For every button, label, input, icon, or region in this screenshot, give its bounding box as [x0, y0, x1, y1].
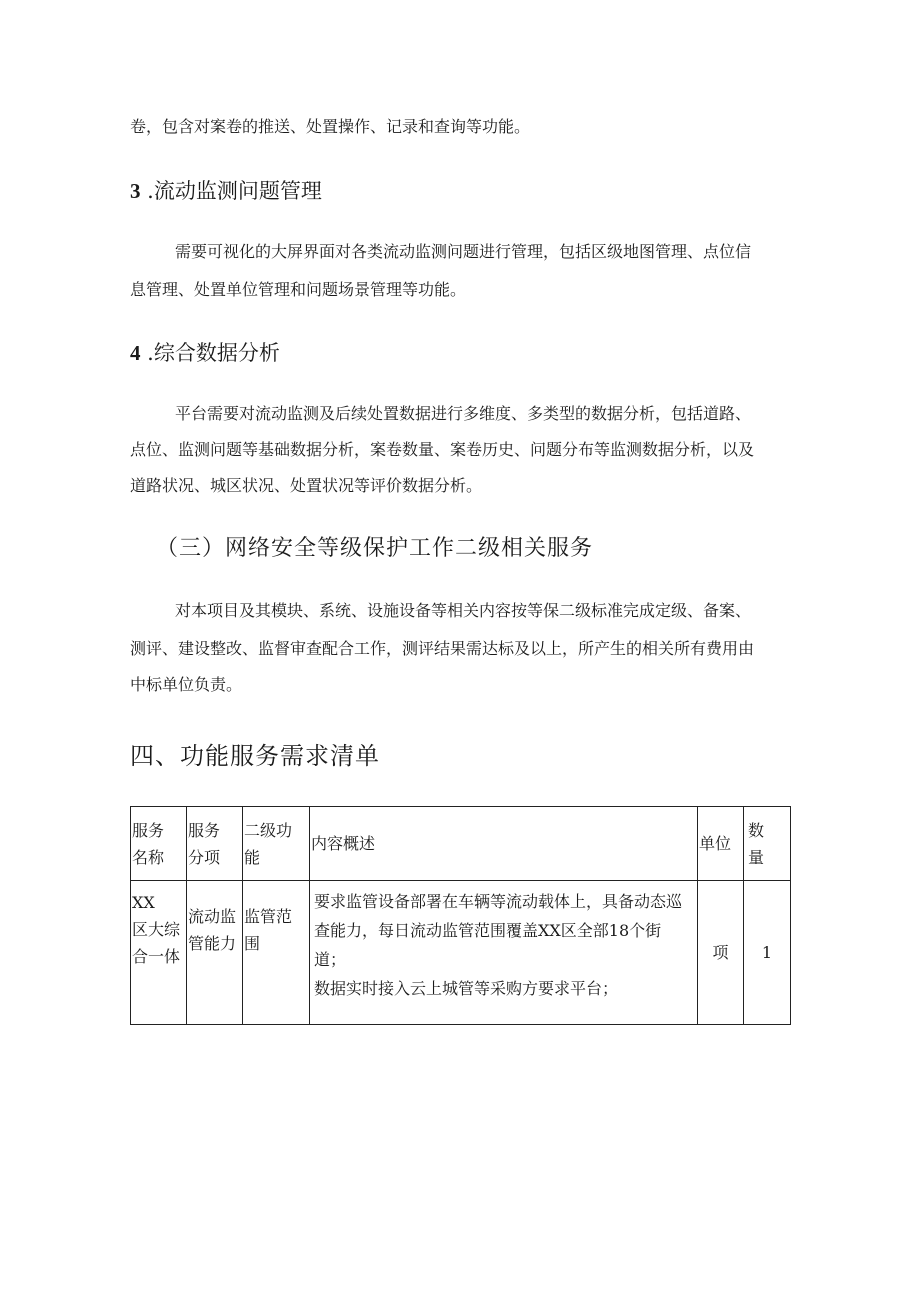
- heading-number: 3: [130, 179, 141, 203]
- heading-title: .综合数据分析: [140, 341, 280, 365]
- cell-line: 合一体: [132, 947, 181, 966]
- paragraph-line: 平台需要对流动监测及后续处置数据进行多维度、多类型的数据分析，包括道路、: [175, 404, 752, 423]
- cell-line: 要求监管设备部署在车辆等流动载体上，具备动态巡: [314, 892, 683, 911]
- section-heading-si: 四、功能服务需求清单: [130, 742, 380, 770]
- heading-title: .流动监测问题管理: [140, 179, 322, 203]
- header-line: 服务: [188, 820, 221, 840]
- header-qty: [744, 807, 791, 881]
- cell-line: 查能力，每日流动监管范围覆盖XX区全部18个街道；: [314, 921, 662, 969]
- cell-service-item: [187, 881, 243, 1025]
- header-line: 数: [748, 820, 765, 840]
- cell-line: 数据实时接入云上城管等采购方要求平台；: [314, 979, 619, 998]
- header-content: 内容概述: [310, 807, 698, 881]
- paragraph-line: 对本项目及其模块、系统、设施设备等相关内容按等保二级标准完成定级、备案、: [175, 601, 752, 620]
- cell-line: 围: [244, 934, 261, 953]
- header-service-name: [131, 807, 187, 881]
- paragraph-line: 测评、建设整改、监督审查配合工作，测评结果需达标及以上，所产生的相关所有费用由: [130, 639, 755, 658]
- cell-level2: [243, 881, 310, 1025]
- heading-number: 4: [130, 341, 141, 365]
- paragraph-line: 道路状况、城区状况、处置状况等评价数据分析。: [130, 476, 483, 495]
- paragraph-line: 中标单位负责。: [130, 675, 243, 694]
- header-line: 量: [748, 847, 765, 867]
- paragraph-line: 卷，包含对案卷的推送、处置操作、记录和查询等功能。: [130, 117, 531, 136]
- requirements-table: [130, 806, 791, 1025]
- table-header-row: [131, 807, 791, 881]
- cell-line: 区大综: [132, 920, 181, 939]
- paragraph-line: 息管理、处置单位管理和问题场景管理等功能。: [130, 280, 467, 299]
- header-unit: 单位: [698, 807, 744, 881]
- cell-line: XX: [132, 893, 155, 912]
- cell-unit: 项: [698, 881, 744, 1025]
- cell-line: 管能力: [188, 934, 237, 953]
- header-line: 分项: [188, 847, 221, 867]
- header-line: 名称: [132, 847, 165, 867]
- header-line: 服务: [132, 820, 165, 840]
- cell-qty: 1: [744, 881, 791, 1025]
- table-row: [131, 881, 791, 1025]
- header-line: 能: [244, 847, 261, 867]
- paragraph-line: 点位、监测问题等基础数据分析，案卷数量、案卷历史、问题分布等监测数据分析，以及: [130, 440, 755, 459]
- cell-content: [310, 881, 698, 1025]
- paragraph-line: 需要可视化的大屏界面对各类流动监测问题进行管理，包括区级地图管理、点位信: [175, 242, 752, 261]
- section-heading-3: [130, 178, 322, 204]
- section-heading-4: [130, 340, 280, 366]
- cell-service-name: [131, 881, 187, 1025]
- header-service-item: [187, 807, 243, 881]
- section-heading-san: （三）网络安全等级保护工作二级相关服务: [156, 536, 594, 561]
- cell-line: 监管范: [244, 907, 293, 926]
- header-line: 二级功: [244, 820, 293, 840]
- header-level2: [243, 807, 310, 881]
- cell-line: 流动监: [188, 907, 237, 926]
